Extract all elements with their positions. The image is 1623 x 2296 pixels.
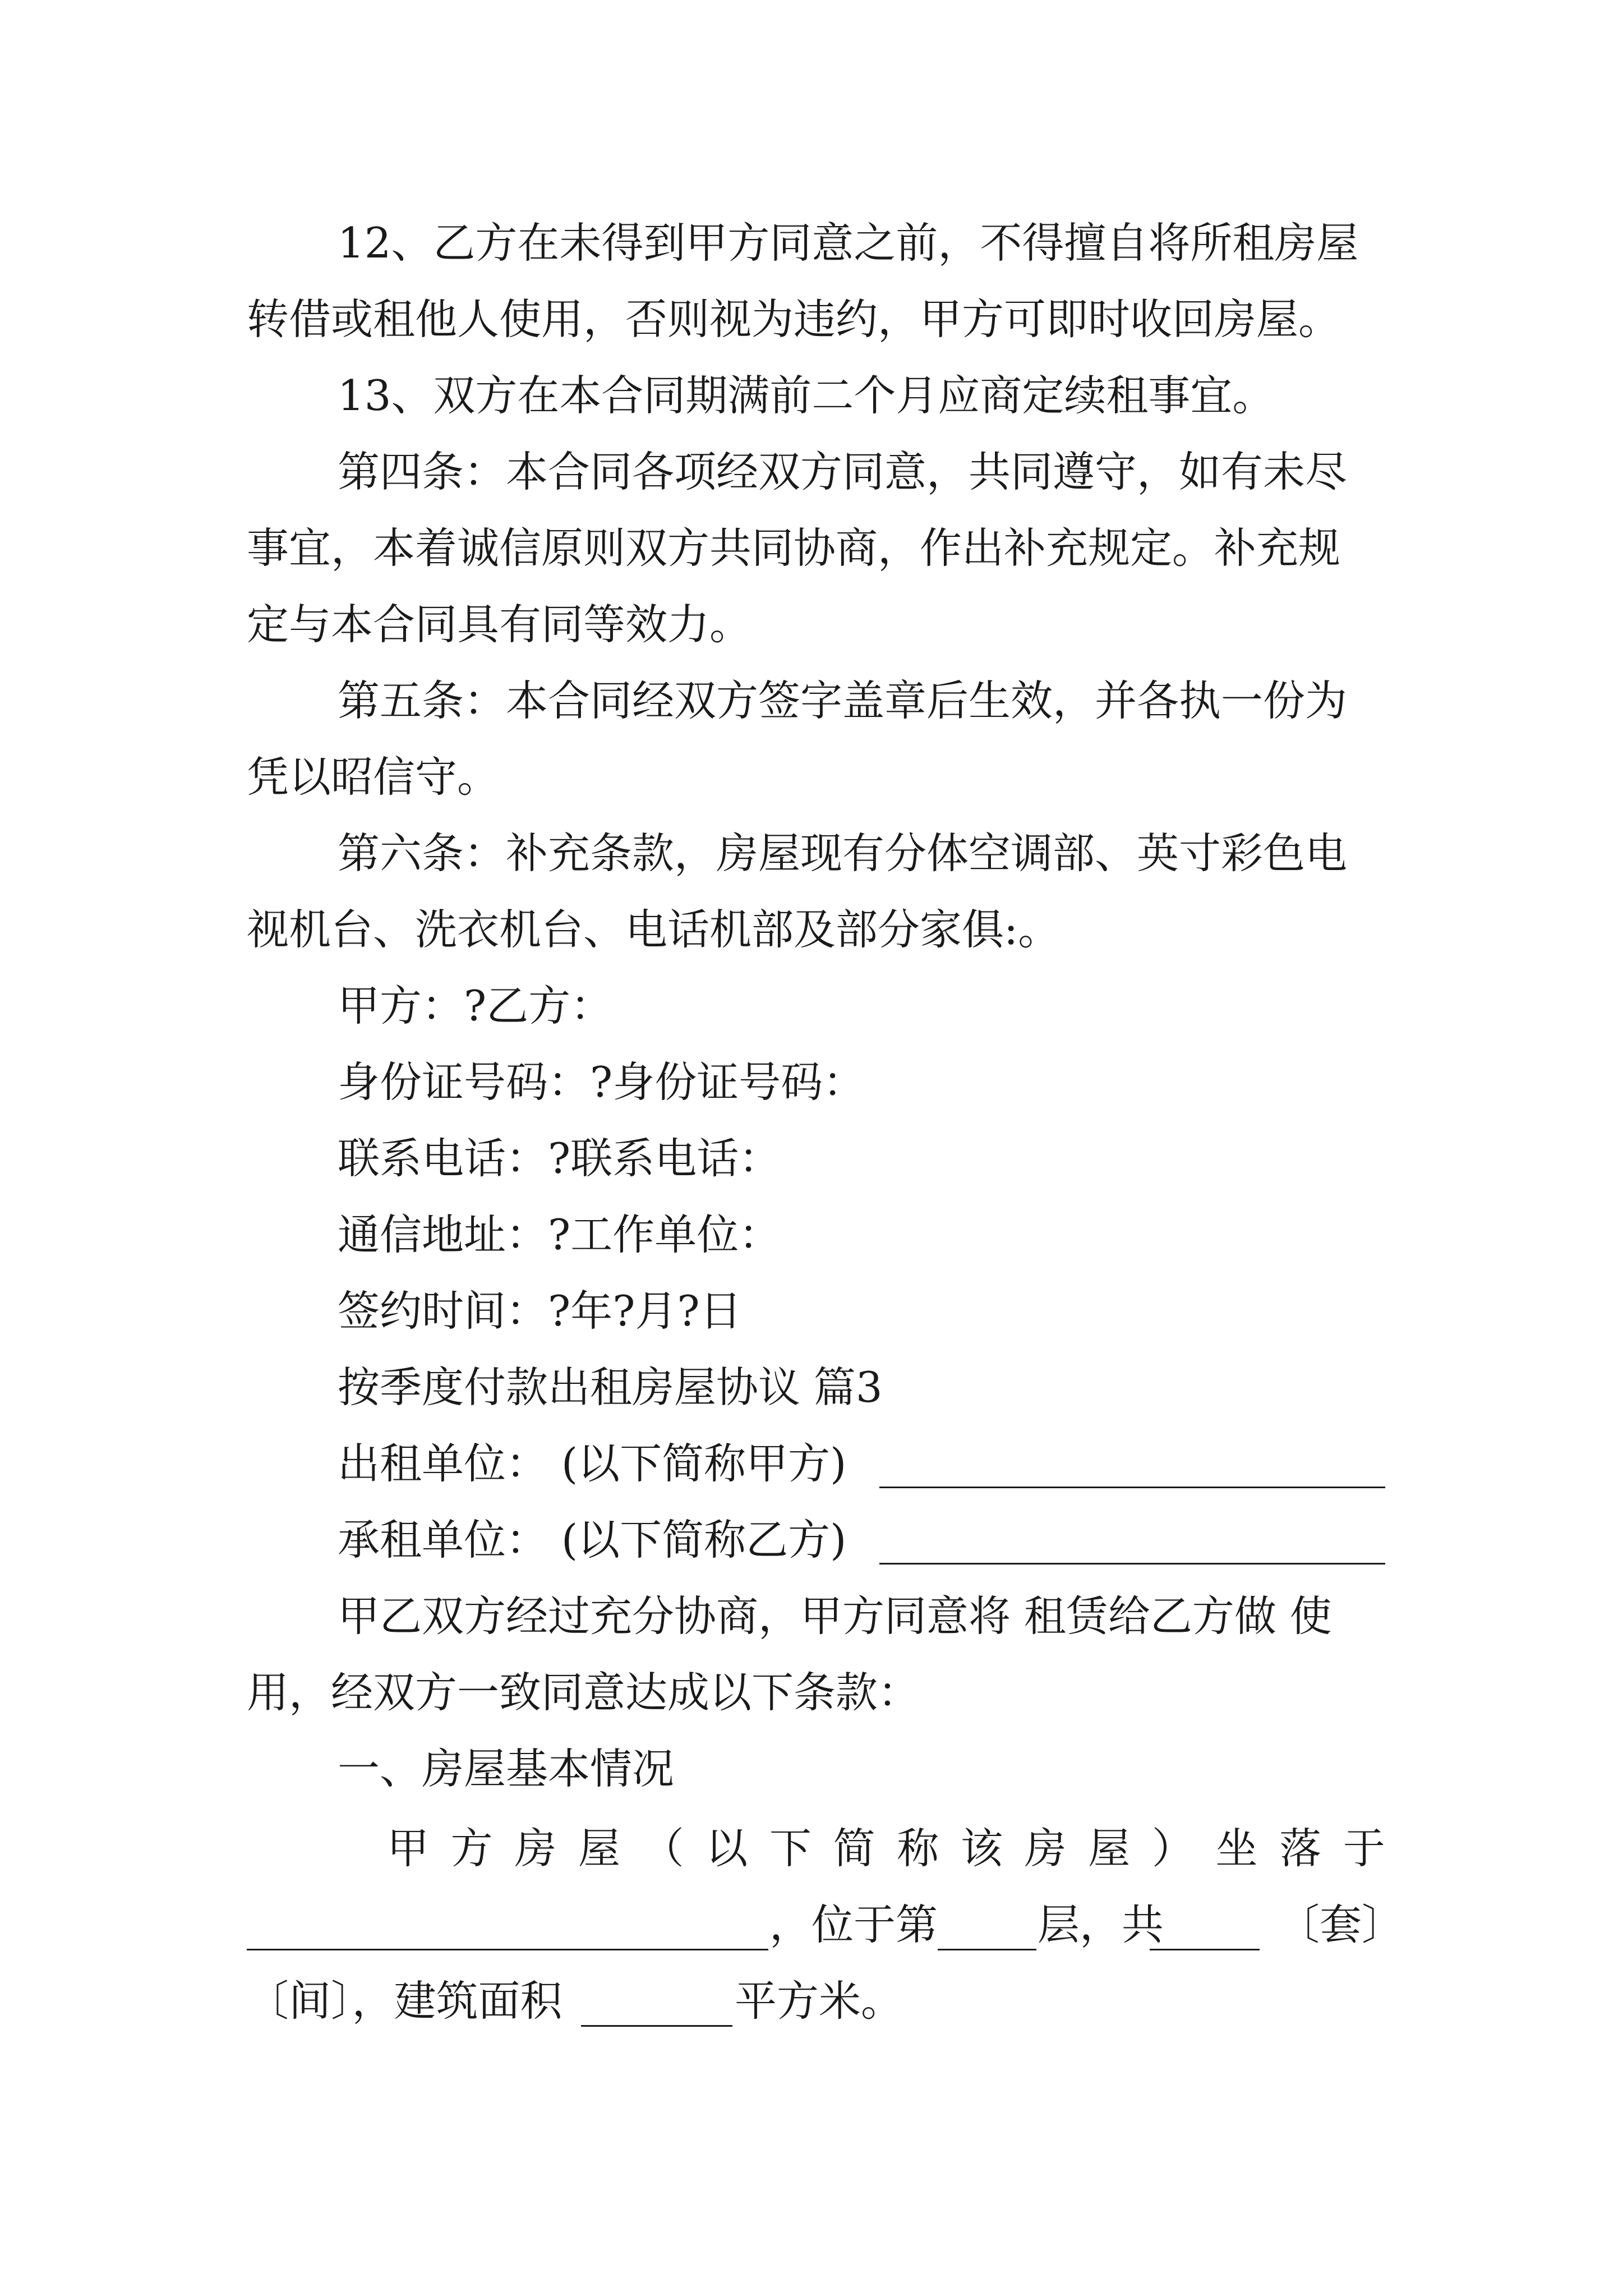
spread-char: 坐 (1215, 1824, 1258, 1873)
signature-date-line: 签约时间：?年?月?日 (338, 1286, 742, 1336)
signature-party-line: 甲方：?乙方： (338, 981, 613, 1030)
paragraph-line: 第六条：补充条款，房屋现有分体空调部、英寸彩色电 (338, 829, 1348, 878)
spread-char: 该 (960, 1824, 1003, 1873)
total-label: 层，共 (1038, 1900, 1164, 1949)
paragraph-line: 12、乙方在未得到甲方同意之前，不得擅自将所租房屋 (338, 218, 1359, 268)
spread-char: 屋 (1088, 1824, 1131, 1873)
paragraph-line: 13、双方在本合同期满前二个月应商定续租事宜。 (338, 371, 1275, 420)
lessee-line: 承租单位： (以下简称乙方) (338, 1515, 847, 1565)
house-location-line (387, 1818, 1385, 1879)
location-blank (247, 1949, 768, 1950)
total-blank (1150, 1949, 1260, 1950)
paragraph-line: 第四条：本合同各项经双方同意，共同遵守，如有未尽 (338, 447, 1348, 496)
spread-char: 甲 (387, 1824, 430, 1873)
signature-phone-line: 联系电话：?联系电话： (338, 1134, 781, 1183)
spread-char: 以 (706, 1824, 748, 1873)
paragraph-line: 甲乙双方经过充分协商，甲方同意将 租赁给乙方做 使 (338, 1591, 1332, 1641)
paragraph-line: 事宜，本着诚信原则双方共同协商，作出补充规定。补充规 (247, 523, 1341, 573)
area-unit: 平方米。 (735, 1976, 903, 2026)
spread-char: ） (1151, 1824, 1194, 1873)
floor-label: ，位于第 (769, 1900, 938, 1949)
spread-char: 称 (897, 1824, 939, 1873)
paragraph-line: 凭以昭信守。 (247, 752, 500, 802)
spread-char: （ (642, 1824, 684, 1873)
floor-blank (938, 1949, 1036, 1950)
spread-char: 简 (833, 1824, 875, 1873)
section-title: 按季度付款出租房屋协议 篇3 (338, 1363, 883, 1412)
spread-char: 屋 (578, 1824, 620, 1873)
spread-char: 下 (769, 1824, 811, 1873)
paragraph-line: 视机台、洗衣机台、电话机部及部分家俱:。 (247, 905, 1061, 954)
spread-char: 房 (1024, 1824, 1067, 1873)
spread-char: 房 (514, 1824, 557, 1873)
spread-char: 落 (1279, 1824, 1322, 1873)
paragraph-line: 定与本合同具有同等效力。 (247, 600, 752, 649)
lessee-blank (879, 1563, 1385, 1565)
lessor-blank (879, 1487, 1385, 1488)
unit-label-set: 〔套〕 (1278, 1900, 1404, 1949)
area-label: 〔间〕，建筑面积 (247, 1976, 562, 2026)
signature-address-line: 通信地址：?工作单位： (338, 1210, 781, 1259)
spread-char: 于 (1343, 1824, 1385, 1873)
subsection-heading: 一、房屋基本情况 (338, 1744, 675, 1793)
paragraph-line: 转借或租他人使用，否则视为违约，甲方可即时收回房屋。 (247, 295, 1341, 344)
paragraph-line: 用，经双方一致同意达成以下条款： (247, 1668, 920, 1717)
paragraph-line: 第五条：本合同经双方签字盖章后生效，并各执一份为 (338, 676, 1348, 725)
signature-id-line: 身份证号码：?身份证号码： (338, 1057, 865, 1107)
area-blank (581, 2025, 732, 2027)
spread-char: 方 (450, 1824, 493, 1873)
lessor-line: 出租单位： (以下简称甲方) (338, 1439, 847, 1488)
